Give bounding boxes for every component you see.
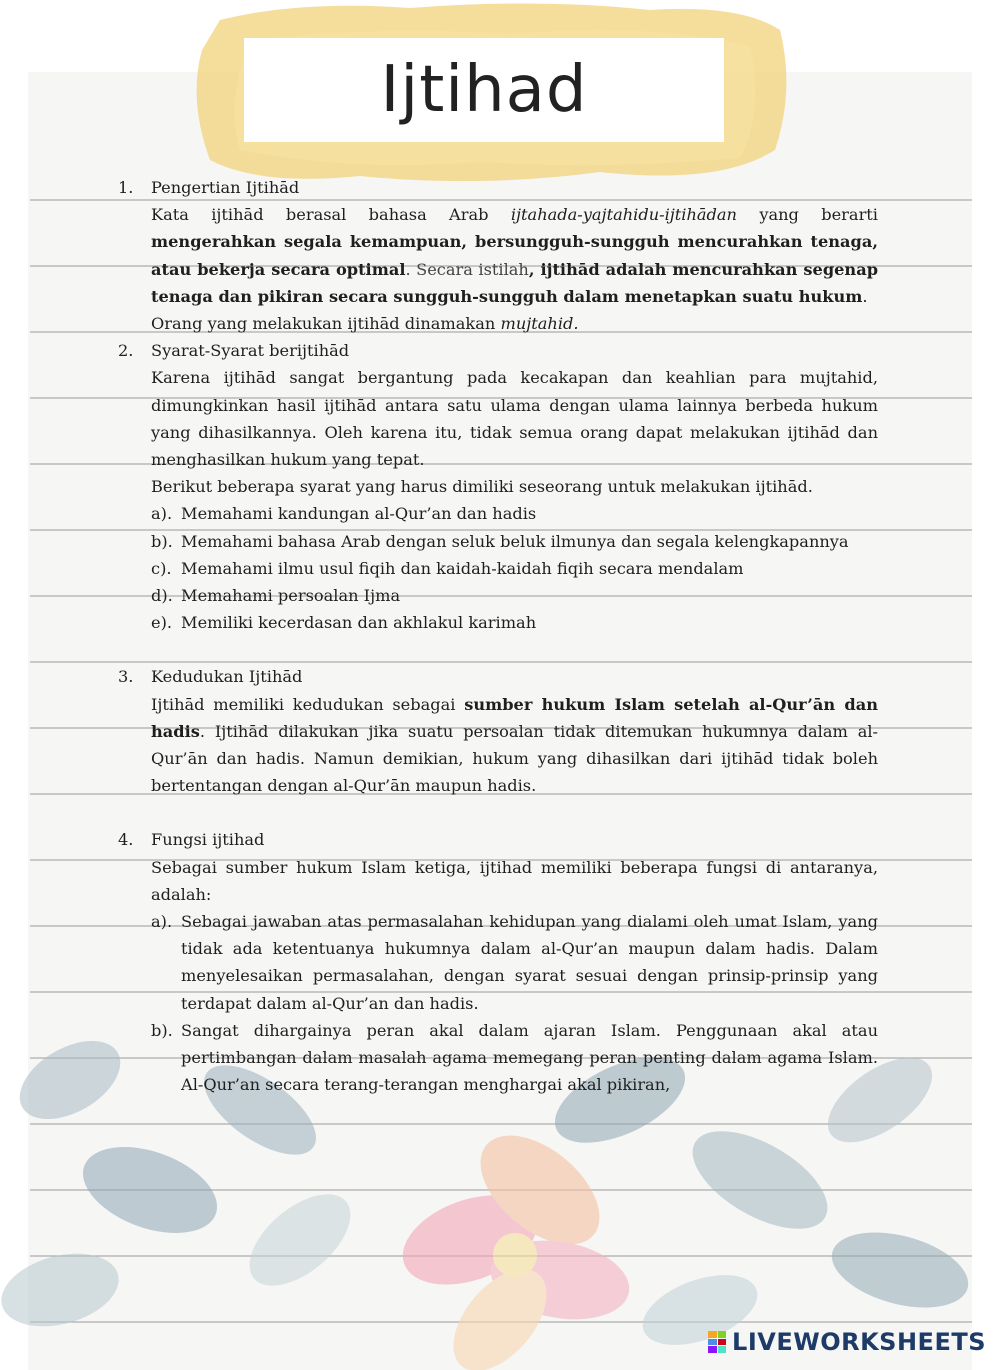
section-heading: 2. Syarat-Syarat berijtihād [118,341,350,361]
list-item: a). Memahami kandungan al-Qur’an dan hadis [151,504,537,524]
list-item: e). Memiliki kecerdasan dan akhlakul karimah [151,613,537,633]
section-paragraph: Orang yang melakukan ijtihād dinamakan mujtahid. [151,314,579,334]
list-item: b). Sangat dihargainya peran akal dalam ajaran Islam. Penggunaan akal atau pertimbangan dalam masalah agama memegang peran penting dalam agama Islam. Al-Qur’an secara terang-terangan menghargai akal pikiran, [151,1020,878,1095]
watermark-text: LIVEWORKSHEETS [732,1328,986,1356]
section-paragraph: Berikut beberapa syarat yang harus dimiliki seseorang untuk melakukan ijtihād. [151,477,813,497]
section-heading: 3. Kedudukan Ijtihād [118,667,303,687]
section-fungsi [118,826,878,1098]
list-item: c). Memahami ilmu usul fiqih dan kaidah-kaidah fiqih secara mendalam [151,558,744,578]
section-pengertian [118,174,878,337]
function-list [118,908,878,1098]
list-item: a). Sebagai jawaban atas permasalahan kehidupan yang dialami oleh umat Islam, yang tidak ada ketentuanya hukumnya dalam al-Qur’an maupun dalam hadis. Dalam menyelesaikan permasalahan, dengan syarat sesuai dengan prinsip-prinsip yang terdapat dalam al-Qur’an dan hadis. [151,912,878,1013]
list-item: d). Memahami persoalan Ijma [151,586,401,606]
requirement-list [118,500,878,636]
content [118,174,878,1099]
title-box [244,38,724,142]
liveworksheets-logo [708,1328,986,1356]
section-kedudukan [118,663,878,826]
liveworksheets-icon [708,1331,726,1353]
section-heading: 1. Pengertian Ijtihād [118,178,300,197]
section-paragraph: Sebagai sumber hukum Islam ketiga, ijtihad memiliki beberapa fungsi di antaranya, adalah: [151,857,878,904]
section-paragraph: Karena ijtihād sangat bergantung pada kecakapan dan keahlian para mujtahid, dimungkinkan hasil ijtihād antara satu ulama dengan ulama lainnya berbeda hukum yang dihasilkannya. Oleh karena itu, tidak semua orang dapat melakukan ijtihād dan menghasilkan hukum yang tepat. [151,368,878,470]
section-heading: 4. Fungsi ijtihad [118,830,265,850]
section-paragraph: Ijtihād memiliki kedudukan sebagai sumber hukum Islam setelah al-Qur’ān dan hadis. Ijtihād dilakukan jika suatu persoalan tidak ditemukan hukumnya dalam al-Qur’ān dan hadis. Namun demikian, hukum yang dihasilkan dari ijtihād tidak boleh bertentangan dengan al-Qur’ān maupun hadis. [151,694,878,796]
list-item: b). Memahami bahasa Arab dengan seluk beluk ilmunya dan segala kelengkapannya [151,531,849,551]
section-paragraph: Kata ijtihād berasal bahasa Arab ijtahada-yajtahidu-ijtihādan yang berarti mengerahkan segala kemampuan, bersungguh-sungguh mencurahkan tenaga, atau bekerja secara optimal. Secara istilah, ijtihād adalah mencurahkan segenap tenaga dan pikiran secara sungguh-sungguh dalam menetapkan suatu hukum. [151,205,879,306]
section-syarat [118,337,878,663]
page-title: Ijtihad [380,53,588,127]
